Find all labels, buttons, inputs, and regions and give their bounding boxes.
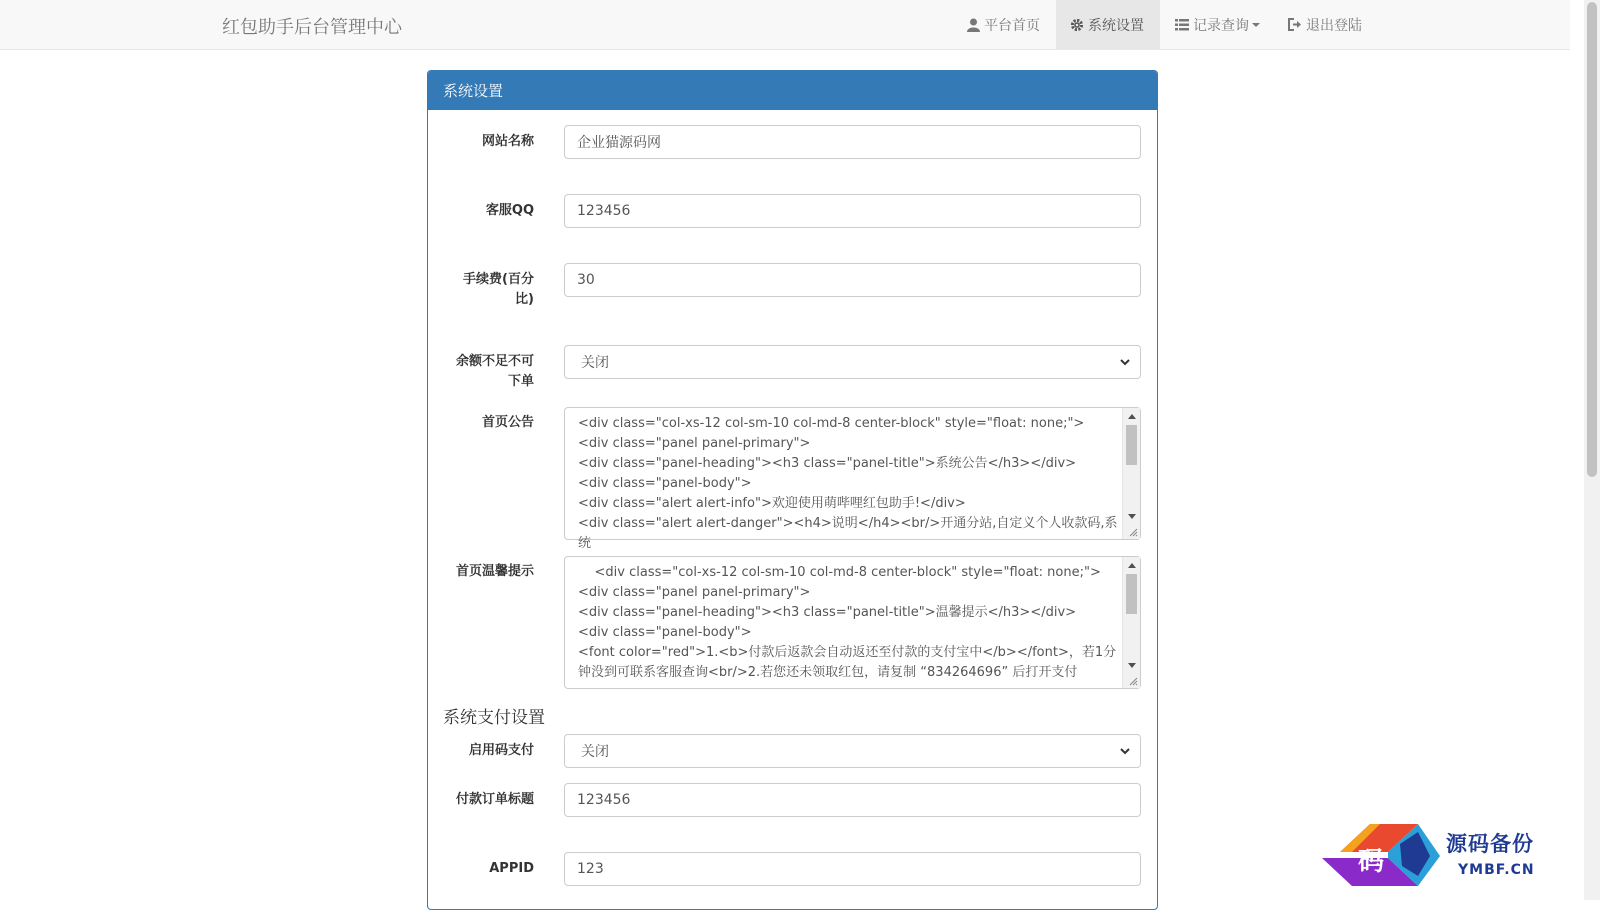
site-name-input[interactable]: [564, 125, 1141, 159]
watermark-glyph: 码: [1358, 847, 1385, 877]
nav-records-dropdown[interactable]: [1175, 0, 1271, 49]
chevron-down-icon: [1120, 748, 1130, 755]
code-pay-select-value: 关闭: [581, 744, 609, 760]
gear-icon: [1070, 18, 1084, 32]
fee-label-line1: 手续费(百分: [463, 272, 534, 287]
nav-home[interactable]: [964, 0, 1064, 49]
resize-grip-icon[interactable]: [1128, 676, 1138, 686]
scroll-up-icon[interactable]: [1128, 563, 1136, 568]
nav-logout[interactable]: [1288, 0, 1378, 49]
appid-input[interactable]: [564, 852, 1141, 886]
notice-scrollbar[interactable]: [1122, 408, 1140, 539]
tips-textarea[interactable]: [564, 556, 1141, 689]
panel-title: 系统设置: [428, 71, 1157, 110]
user-icon: [967, 18, 980, 32]
logout-icon: [1288, 18, 1302, 31]
scroll-down-icon[interactable]: [1128, 663, 1136, 668]
tips-label: 首页温馨提示: [455, 564, 534, 579]
chevron-down-icon: [1252, 23, 1260, 27]
notice-textarea[interactable]: [564, 407, 1141, 551]
pay-section-title: 系统支付设置: [443, 708, 545, 728]
watermark-logo: [1318, 820, 1578, 895]
list-icon: [1175, 19, 1189, 31]
appid-label: APPID: [489, 861, 534, 876]
fee-label: [434, 270, 534, 310]
fee-input[interactable]: [564, 263, 1141, 297]
nav-records-label: 记录查询: [1193, 17, 1249, 34]
balance-label: [434, 352, 534, 392]
balance-label-line2: 下单: [507, 374, 534, 389]
page-scrollbar-thumb[interactable]: [1587, 2, 1597, 477]
resize-grip-icon[interactable]: [1128, 527, 1138, 537]
notice-text: <div class="col-xs-12 col-sm-10 col-md-8 center-block" style="float: none;"> <div class="panel panel-primary"> <div class="panel-heading"><h3 class="panel-title">系统公告</h3></div> <div class="panel-body"> <div class="alert alert-info">欢迎使用萌哔哩红包助手!</div> <div class="alert alert-danger"><h4>说明</h4><br/>开通分站,自定义个人收款码,系统: [578, 416, 1118, 551]
scroll-down-icon[interactable]: [1128, 514, 1136, 519]
top-navbar: [0, 0, 1570, 50]
balance-select-value: 关闭: [581, 355, 609, 371]
fee-label-line2: 比): [515, 292, 534, 307]
notice-label: 首页公告: [481, 415, 534, 430]
order-title-input[interactable]: [564, 783, 1141, 817]
nav-settings-label: 系统设置: [1088, 17, 1144, 34]
chevron-down-icon: [1120, 359, 1130, 366]
notice-scroll-thumb[interactable]: [1126, 425, 1137, 465]
code-pay-select[interactable]: [564, 734, 1141, 768]
nav-home-label: 平台首页: [984, 17, 1040, 34]
nav-logout-label: 退出登陆: [1306, 17, 1362, 34]
watermark-emblem: [1318, 822, 1442, 892]
balance-label-line1: 余额不足不可: [455, 354, 534, 369]
site-name-label: 网站名称: [481, 134, 534, 149]
nav-settings[interactable]: [1056, 0, 1160, 49]
brand-title[interactable]: 红包助手后台管理中心: [222, 17, 402, 38]
balance-select[interactable]: [564, 345, 1141, 379]
tips-scrollbar[interactable]: [1122, 557, 1140, 688]
watermark-cn: 源码备份: [1446, 832, 1534, 856]
qq-input[interactable]: [564, 194, 1141, 228]
tips-scroll-thumb[interactable]: [1126, 574, 1137, 614]
order-title-label: 付款订单标题: [455, 792, 534, 807]
code-pay-label: 启用码支付: [468, 743, 534, 758]
tips-text: <div class="col-xs-12 col-sm-10 col-md-8 center-block" style="float: none;"> <div class="panel panel-primary"> <div class="panel-heading"><h3 class="panel-title">温馨提示</h3></div> <div class="panel-body"> <font color="red">1.<b>付款后返款会自动返还至付款的支付宝中</b></font>，若1分钟没到可联系客服查询<br/>2.若您还未领取红包，请复制 “834264696” 后打开支付: [578, 565, 1117, 680]
qq-label: 客服QQ: [485, 203, 534, 218]
watermark-en: YMBF.CN: [1458, 862, 1535, 878]
scroll-up-icon[interactable]: [1128, 414, 1136, 419]
